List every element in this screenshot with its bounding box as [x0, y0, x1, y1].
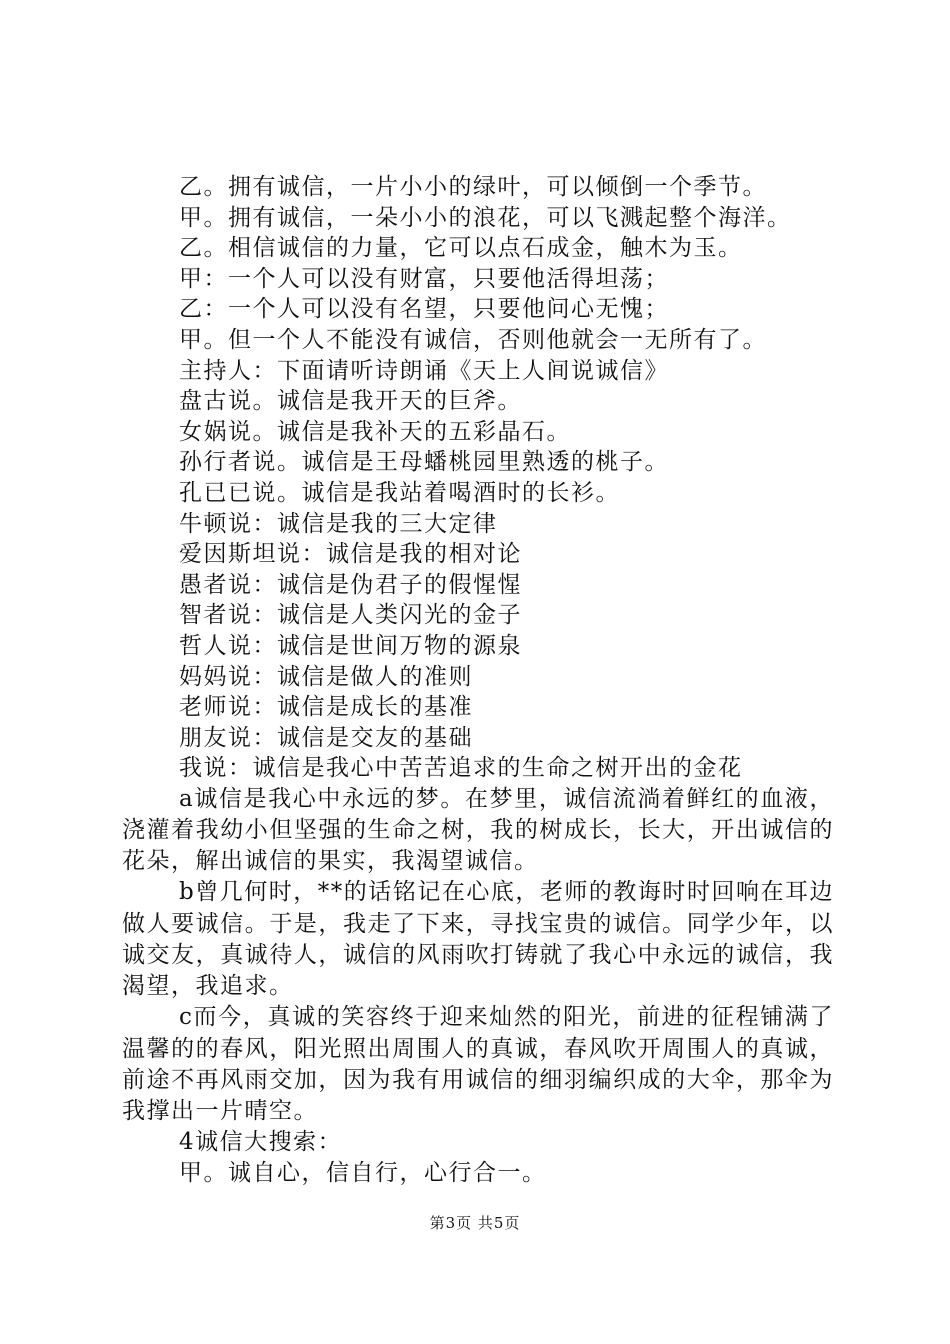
text-line: 我说：诚信是我心中苦苦追求的生命之树开出的金花 — [179, 755, 743, 782]
text-line: 乙：一个人可以没有名望，只要他问心无愧； — [179, 296, 669, 323]
text-line: 4诚信大搜索： — [179, 1129, 343, 1156]
text-line: 爱因斯坦说：诚信是我的相对论 — [179, 541, 522, 568]
page-number-footer: 第3页 共5页 — [429, 1214, 521, 1232]
text-line: 孔已已说。诚信是我站着喝酒时的长衫。 — [179, 479, 620, 506]
text-line: 老师说：诚信是成长的基准 — [179, 694, 473, 721]
text-line: 女娲说。诚信是我补天的五彩晶石。 — [179, 418, 571, 445]
text-line: 甲。但一个人不能没有诚信，否则他就会一无所有了。 — [179, 326, 767, 353]
text-line: 哲人说：诚信是世间万物的源泉 — [179, 632, 522, 659]
paragraph: a诚信是我心中永远的梦。在梦里，诚信流淌着鲜红的血液，浇灌着我幼小但坚强的生命之树，我的树成长，长大，开出诚信的花朵，解出诚信的果实，我渴望诚信。 — [122, 785, 834, 875]
text-line: 愚者说：诚信是伪君子的假惺惺 — [179, 571, 522, 598]
text-line: 朋友说：诚信是交友的基础 — [179, 724, 473, 751]
paragraph: c而今，真诚的笑容终于迎来灿然的阳光，前进的征程铺满了温馨的的春风，阳光照出周围人的真诚，春风吹开周围人的真诚，前途不再风雨交加，因为我有用诚信的细羽编织成的大伞，那伞为我撑出一片晴空。 — [122, 1004, 834, 1124]
text-line: 甲：一个人可以没有财富，只要他活得坦荡； — [179, 265, 669, 292]
text-line: 牛顿说：诚信是我的三大定律 — [179, 510, 498, 537]
text-line: 盘古说。诚信是我开天的巨斧。 — [179, 388, 522, 415]
text-line: 乙。拥有诚信，一片小小的绿叶，可以倾倒一个季节。 — [179, 174, 767, 200]
text-line: 主持人：下面请听诗朗诵《天上人间说诚信》 — [179, 357, 669, 384]
paragraph: b曾几何时，**的话铭记在心底，老师的教诲时时回响在耳边做人要诚信。于是，我走了下来，寻找宝贵的诚信。同学少年，以诚交友，真诚待人，诚信的风雨吹打铸就了我心中永远的诚信，我渴望，我追求。 — [122, 879, 834, 1000]
text-line: 乙。相信诚信的力量，它可以点石成金，触木为玉。 — [179, 235, 743, 262]
text-line: 孙行者说。诚信是王母蟠桃园里熟透的桃子。 — [179, 449, 669, 476]
text-line: 智者说：诚信是人类闪光的金子 — [179, 602, 522, 629]
document-body — [122, 172, 834, 1188]
text-line: 甲。诚自心，信自行，心行合一。 — [179, 1159, 547, 1186]
text-line: 甲。拥有诚信，一朵小小的浪花，可以飞溅起整个海洋。 — [179, 204, 792, 231]
text-line: 妈妈说：诚信是做人的准则 — [179, 663, 473, 690]
